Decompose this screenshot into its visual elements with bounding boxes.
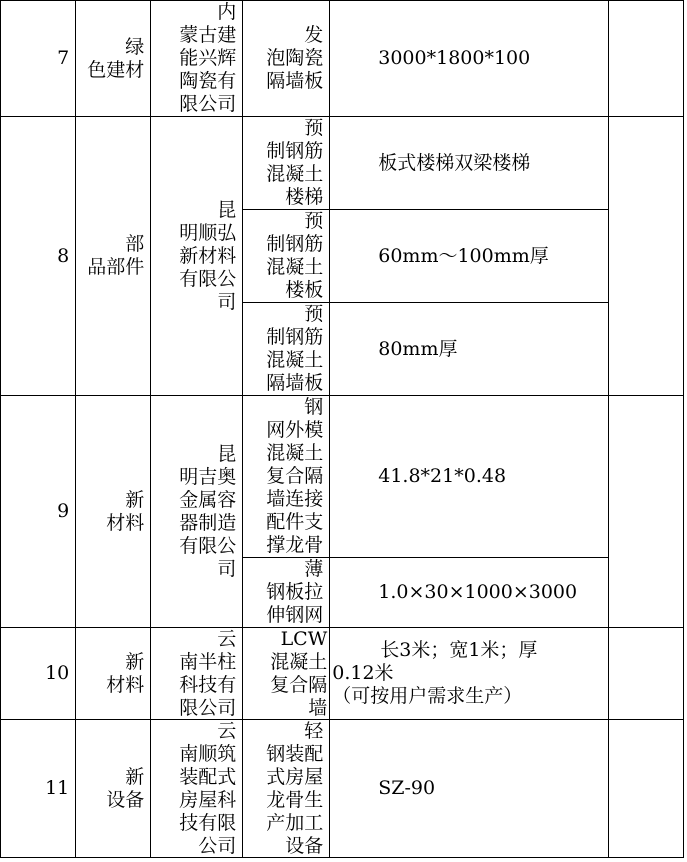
product-cell: [242, 395, 330, 558]
spec-cell: [329, 557, 609, 628]
spec-cell: [329, 627, 609, 720]
product-spec: 80mm厚: [378, 337, 458, 360]
company: 昆 明顺弘 新材料 有限公 司: [179, 198, 237, 313]
row-number-cell: [0, 719, 76, 858]
product-cell: [242, 0, 330, 117]
empty-cell: [608, 116, 684, 396]
company: 云 南半柱 科技有 限公司: [179, 627, 237, 719]
category-cell: [75, 395, 151, 628]
company-cell: [150, 395, 243, 628]
row-number-cell: [0, 395, 76, 628]
empty-cell: [608, 0, 684, 117]
spec-cell: [329, 0, 609, 117]
product-name: 预 制钢筋 混凝土 隔墙板: [266, 303, 324, 395]
row-number-cell: [0, 0, 76, 117]
category: 新 材料: [106, 650, 145, 696]
category-cell: [75, 627, 151, 720]
product-spec: 长3米；宽1米；厚 0.12米 （可按用户需求生产）: [332, 639, 538, 708]
product-cell: [242, 627, 330, 720]
row-number: 10: [45, 662, 70, 685]
spec-cell: [329, 209, 609, 303]
product-name: 发 泡陶瓷 隔墙板: [266, 24, 324, 93]
category: 新 材料: [106, 488, 145, 534]
product-name: 薄 钢板拉 伸钢网: [266, 558, 324, 627]
product-cell: [242, 719, 330, 858]
product-spec: 41.8*21*0.48: [378, 465, 507, 488]
product-name: 预 制钢筋 混凝土 楼板: [266, 210, 324, 302]
product-name: 轻 钢装配 式房屋 龙骨生 产加工 设备: [266, 720, 324, 858]
product-spec: 板式楼梯双梁楼梯: [378, 151, 531, 174]
empty-cell: [608, 627, 684, 720]
spec-cell: [329, 395, 609, 558]
company-cell: [150, 116, 243, 396]
product-spec: 3000*1800*100: [378, 47, 531, 70]
product-name: 预 制钢筋 混凝土 楼梯: [266, 117, 324, 209]
product-spec: 60mm～100mm厚: [378, 244, 549, 267]
category: 新 设备: [106, 765, 145, 811]
category: 绿 色建材: [87, 35, 145, 81]
row-number-cell: [0, 627, 76, 720]
spec-cell: [329, 719, 609, 858]
row-number: 9: [57, 500, 70, 523]
product-spec: SZ-90: [378, 777, 436, 800]
category-cell: [75, 0, 151, 117]
product-name: 钢 网外模 混凝土 复合隔 墙连接 配件支 撑龙骨: [266, 396, 324, 557]
row-number: 8: [57, 244, 70, 267]
row-number: 11: [45, 777, 70, 800]
company-cell: [150, 719, 243, 858]
product-cell: [242, 557, 330, 628]
company-cell: [150, 0, 243, 117]
empty-cell: [608, 719, 684, 858]
company: 云 南顺筑 装配式 房屋科 技有限 公司: [179, 719, 237, 857]
product-cell: [242, 302, 330, 396]
category-cell: [75, 116, 151, 396]
product-spec: 1.0×30×1000×3000: [378, 581, 578, 604]
spec-cell: [329, 116, 609, 210]
row-number: 7: [57, 47, 70, 70]
company-cell: [150, 627, 243, 720]
product-cell: [242, 209, 330, 303]
row-number-cell: [0, 116, 76, 396]
empty-cell: [608, 395, 684, 628]
product-name: LCW 混凝土 复合隔 墙: [270, 628, 328, 720]
company: 内 蒙古建 能兴辉 陶瓷有 限公司: [179, 1, 237, 116]
company: 昆 明吉奥 金属容 器制造 有限公 司: [179, 442, 237, 580]
spec-cell: [329, 302, 609, 396]
product-cell: [242, 116, 330, 210]
category-cell: [75, 719, 151, 858]
category: 部 品部件: [87, 233, 145, 279]
